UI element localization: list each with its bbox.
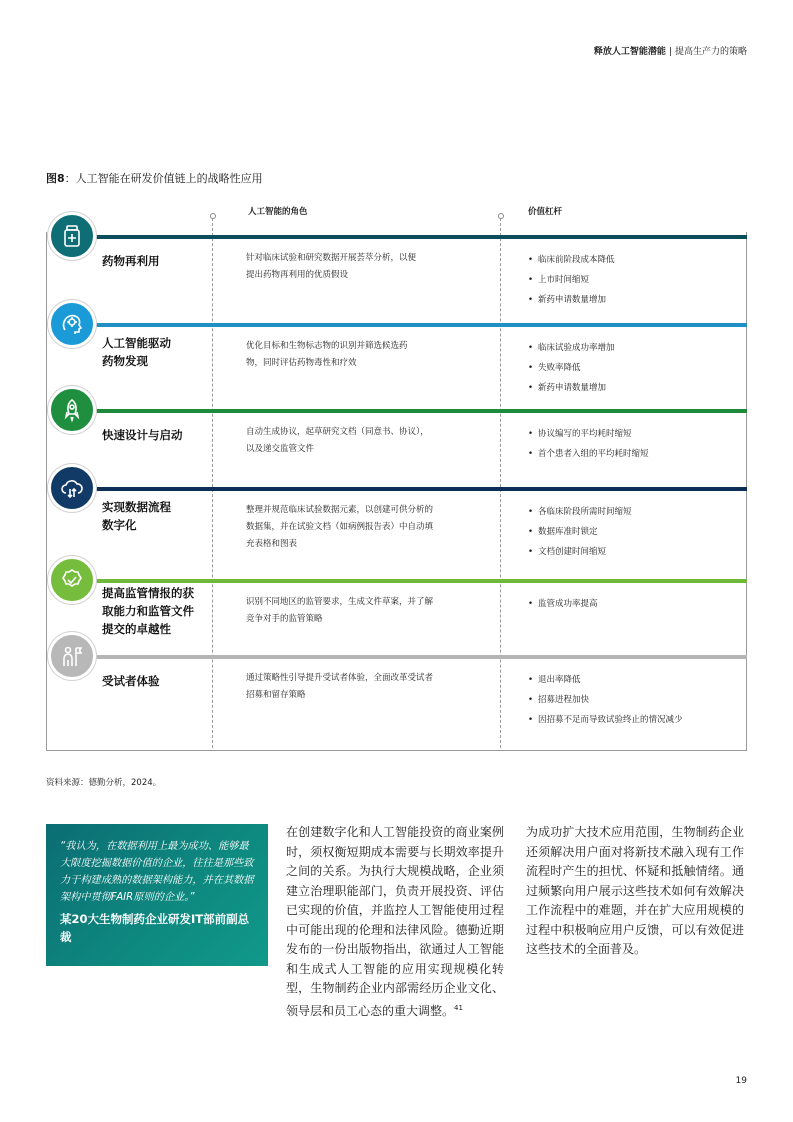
row-ai-role bbox=[246, 424, 481, 458]
row-divider-bar bbox=[84, 323, 747, 327]
brain-head-icon bbox=[48, 300, 96, 348]
value-lever-item: • 临床前阶段成本降低 bbox=[528, 252, 615, 272]
quote-author: 某20大生物制药企业研发IT部前副总裁 bbox=[60, 912, 250, 944]
rocket-icon bbox=[48, 386, 96, 434]
row-ai-role-line: 物，同时评估药物毒性和疗效 bbox=[246, 358, 357, 368]
figure-title-text: ：人工智能在研发价值链上的战略性应用 bbox=[64, 172, 263, 185]
row-divider-bar bbox=[84, 487, 747, 491]
row-name-line: 提交的卓越性 bbox=[102, 622, 171, 636]
row-name bbox=[102, 584, 194, 638]
row-ai-role-line: 通过策略性引导提升受试者体验，全面改革受试者 bbox=[246, 673, 434, 683]
row-name bbox=[102, 498, 171, 534]
row-ai-role-line: 充表格和图表 bbox=[246, 539, 298, 549]
badge-check-icon bbox=[48, 556, 96, 604]
value-lever-item: • 首个患者入组的平均耗时缩短 bbox=[528, 446, 649, 466]
header-separator: | bbox=[668, 47, 672, 57]
source-note: 资料来源：德勤分析，2024。 bbox=[46, 778, 162, 788]
row-ai-role-line: 针对临床试验和研究数据开展荟萃分析，以便 bbox=[246, 253, 417, 263]
value-lever-item: • 监管成功率提高 bbox=[528, 596, 598, 616]
figure-label: 图8 bbox=[46, 172, 65, 185]
row-name bbox=[102, 672, 160, 690]
value-lever-item: • 新药申请数量增加 bbox=[528, 380, 615, 400]
row-name-line: 数字化 bbox=[102, 518, 137, 532]
row-ai-role-line: 招募和留存策略 bbox=[246, 690, 306, 700]
quote-box bbox=[46, 824, 268, 966]
row-value-levers bbox=[528, 252, 615, 312]
body-column-1 bbox=[286, 823, 504, 1021]
header-subtitle: 提高生产力的策略 bbox=[674, 47, 747, 57]
row-ai-role-line: 提出药物再利用的优质假设 bbox=[246, 270, 349, 280]
quote-text: “我认为，在数据利用上最为成功、能够最大限度挖掘数据价值的企业，往往是那些致力于构建成熟的数据架构能力，并在其数据架构中贯彻FAIR原则的企业。” bbox=[60, 841, 254, 903]
figure-title bbox=[46, 170, 263, 186]
footnote-ref: 41 bbox=[454, 1003, 463, 1012]
row-value-levers bbox=[528, 596, 598, 616]
value-lever-item: • 协议编写的平均耗时缩短 bbox=[528, 426, 649, 446]
body-column-2: 为成功扩大技术应用范围，生物制药企业还须解决用户面对将新技术融入现有工作流程时产生的担忧、怀疑和抵触情绪。通过频繁向用户展示这些技术如何有效解决工作流程中的难题，并在扩大应用规模的过程中积极响应用户反馈，可以有效促进这些技术的全面普及。 bbox=[526, 825, 744, 956]
row-ai-role-line: 竞争对手的监管策略 bbox=[246, 614, 323, 624]
row-name-line: 药物发现 bbox=[102, 354, 148, 368]
row-ai-role bbox=[246, 670, 481, 704]
row-value-levers bbox=[528, 340, 615, 400]
row-name-line: 人工智能驱动 bbox=[102, 336, 171, 350]
column-divider-left bbox=[212, 218, 213, 748]
value-lever-item: • 失败率降低 bbox=[528, 360, 615, 380]
row-divider-bar bbox=[84, 409, 747, 413]
row-divider-bar bbox=[84, 579, 747, 583]
value-lever-item: • 新药申请数量增加 bbox=[528, 292, 615, 312]
value-lever-item: • 招募进程加快 bbox=[528, 692, 683, 712]
body-text-1: 在创建数字化和人工智能投资的商业案例时，须权衡短期成本需要与长期效率提升之间的关系。为执行大规模战略，企业须建立治理职能部门，负责开展投资、评估已实现的价值，并监控人工智能使用过程中可能出现的伦理和法律风险。德勤近期发布的一份出版物指出，欲通过人工智能和生成式人工智能的应用实现规模化转型，生物制药企业内部需经历企业文化、领导层和员工心态的重大调整。 bbox=[286, 825, 504, 1018]
row-ai-role-line: 自动生成协议，起草研究文档（同意书、协议）， bbox=[246, 427, 429, 437]
column-header-lever: 价值杠杆 bbox=[528, 207, 563, 217]
row-name-line: 受试者体验 bbox=[102, 674, 160, 688]
value-lever-item: • 数据库准时锁定 bbox=[528, 524, 632, 544]
row-name bbox=[102, 426, 183, 444]
page-number: 19 bbox=[735, 1076, 747, 1086]
row-name-line: 提高监管情报的获 bbox=[102, 586, 194, 600]
row-ai-role-line: 数据集，并在试验文档（如病例报告表）中自动填 bbox=[246, 522, 434, 532]
header-title: 释放人工智能潜能 bbox=[593, 47, 666, 57]
row-value-levers bbox=[528, 426, 649, 466]
row-name-line: 实现数据流程 bbox=[102, 500, 171, 514]
row-name bbox=[102, 334, 171, 370]
row-divider-bar bbox=[84, 235, 747, 239]
row-name-line: 快速设计与启动 bbox=[102, 428, 183, 442]
person-flag-icon bbox=[48, 632, 96, 680]
medicine-bottle-icon bbox=[48, 212, 96, 260]
value-lever-item: • 因招募不足而导致试验终止的情况减少 bbox=[528, 712, 683, 732]
value-lever-item: • 临床试验成功率增加 bbox=[528, 340, 615, 360]
row-value-levers bbox=[528, 504, 632, 564]
table-left-border bbox=[46, 232, 47, 751]
value-lever-item: • 各临床阶段所需时间缩短 bbox=[528, 504, 632, 524]
row-ai-role-line: 以及递交监管文件 bbox=[246, 444, 315, 454]
column-divider-right bbox=[500, 218, 501, 748]
row-ai-role-line: 整理并规范临床试验数据元素，以创建可供分析的 bbox=[246, 505, 434, 515]
row-name-line: 取能力和监管文件 bbox=[102, 604, 194, 618]
value-lever-item: • 上市时间缩短 bbox=[528, 272, 615, 292]
row-ai-role-line: 优化目标和生物标志物的识别并筛选候选药 bbox=[246, 341, 408, 351]
row-ai-role-line: 识别不同地区的监管要求，生成文件草案，并了解 bbox=[246, 597, 434, 607]
row-value-levers bbox=[528, 672, 683, 732]
row-name-line: 药物再利用 bbox=[102, 254, 160, 268]
table-bottom-border bbox=[46, 750, 747, 751]
running-header bbox=[594, 44, 747, 57]
row-divider-bar bbox=[84, 655, 747, 659]
row-ai-role bbox=[246, 502, 481, 553]
row-name bbox=[102, 252, 160, 270]
table-right-border bbox=[746, 232, 747, 751]
value-lever-item: • 退出率降低 bbox=[528, 672, 683, 692]
row-ai-role bbox=[246, 338, 481, 372]
column-header-role: 人工智能的角色 bbox=[248, 207, 308, 217]
cloud-sync-icon bbox=[48, 464, 96, 512]
value-lever-item: • 文档创建时间缩短 bbox=[528, 544, 632, 564]
row-ai-role bbox=[246, 250, 481, 284]
row-ai-role bbox=[246, 594, 481, 628]
